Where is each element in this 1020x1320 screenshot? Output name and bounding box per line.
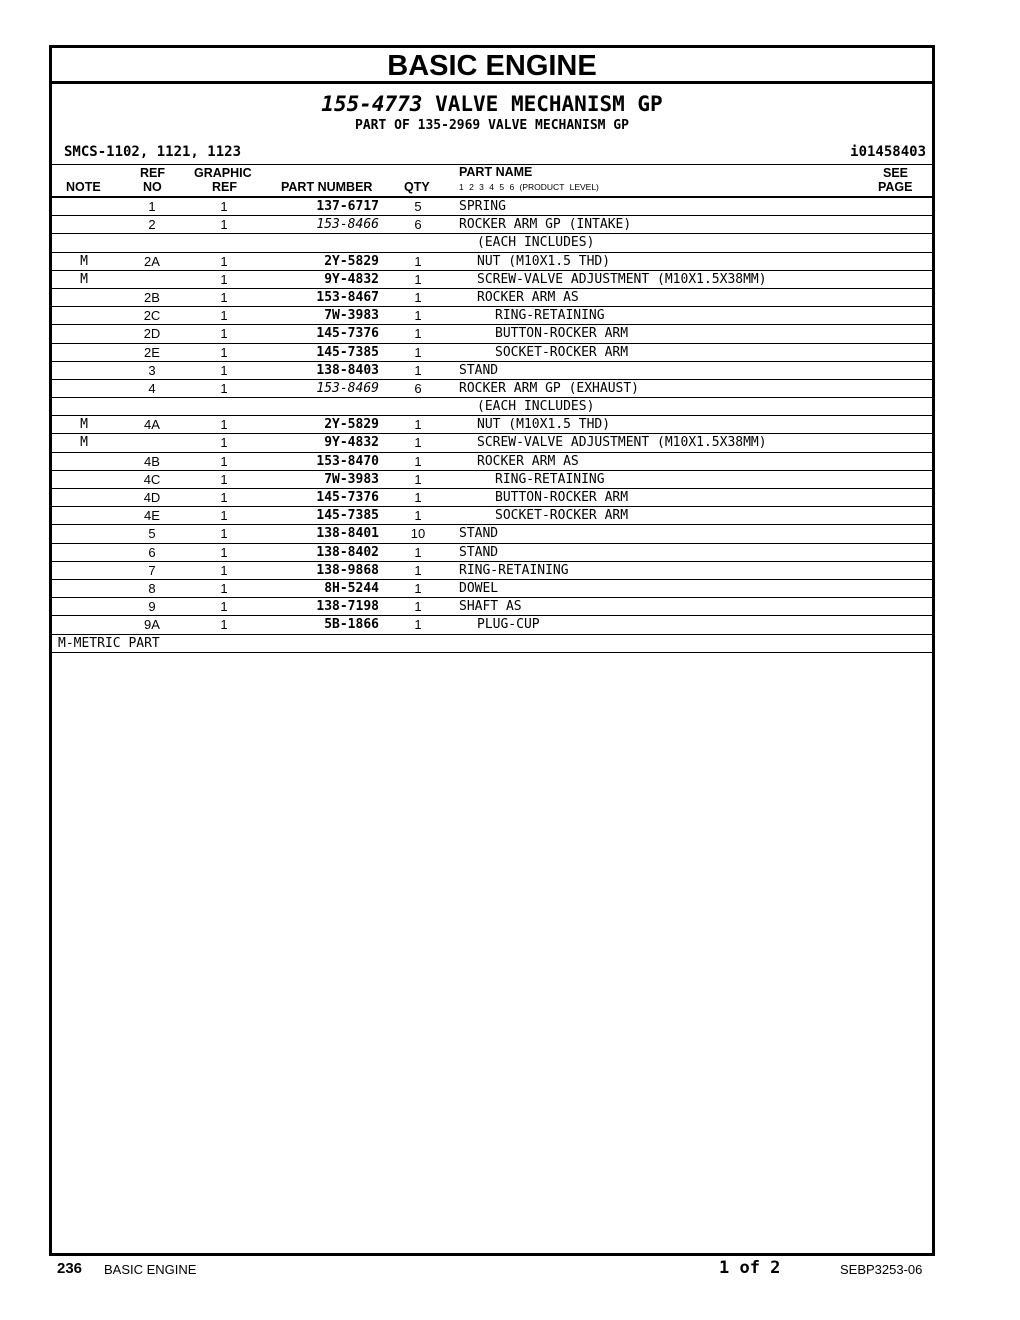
graphic-ref-cell: 1: [220, 289, 228, 305]
qty-cell: 1: [414, 453, 422, 469]
part-name-cell: SOCKET-ROCKER ARM: [495, 344, 629, 360]
part-number-cell: 2Y-5829: [324, 253, 379, 269]
table-row: [52, 344, 932, 362]
footer-section: BASIC ENGINE: [104, 1262, 197, 1277]
graphic-ref-cell: 1: [220, 253, 228, 269]
part-number-cell: 138-7198: [316, 599, 379, 615]
qty-cell: 1: [414, 471, 422, 487]
table-row: [52, 580, 932, 598]
qty-cell: 1: [414, 326, 422, 342]
table-row: [52, 271, 932, 289]
col-ref-2: NO: [143, 180, 162, 194]
table-row: [52, 380, 932, 398]
table-row: [52, 471, 932, 489]
metric-legend: M-METRIC PART: [58, 635, 160, 651]
part-number-cell: 138-8402: [316, 544, 379, 560]
table-row: [52, 562, 932, 580]
qty-cell: 5: [414, 199, 422, 214]
graphic-ref-cell: 1: [220, 453, 228, 469]
qty-cell: 1: [414, 289, 422, 305]
page-number: 236: [57, 1260, 83, 1277]
note-cell: M: [80, 253, 88, 269]
part-name-cell: (EACH INCLUDES): [477, 235, 595, 251]
part-name-cell: SCREW-VALVE ADJUSTMENT (M10X1.5X38MM): [477, 435, 767, 451]
qty-cell: 6: [414, 380, 422, 396]
part-name-cell: ROCKER ARM GP (EXHAUST): [459, 380, 640, 396]
smcs-row: [52, 144, 932, 164]
smcs-codes: SMCS-1102, 1121, 1123: [64, 144, 242, 160]
part-number-cell: 7W-3983: [324, 471, 379, 487]
qty-cell: 1: [414, 362, 422, 378]
col-qty: QTY: [404, 180, 430, 194]
qty-cell: 1: [414, 599, 422, 615]
col-see-2: PAGE: [878, 180, 913, 194]
ref-no-cell: 6: [148, 544, 156, 560]
part-number-cell: 153-8470: [316, 453, 379, 469]
part-name-cell: DOWEL: [459, 580, 499, 596]
ref-no-cell: 4: [148, 380, 156, 396]
table-row: [52, 453, 932, 471]
part-name-cell: SCREW-VALVE ADJUSTMENT (M10X1.5X38MM): [477, 271, 767, 287]
graphic-ref-cell: 1: [220, 544, 228, 560]
part-name-cell: SOCKET-ROCKER ARM: [495, 508, 629, 524]
graphic-ref-cell: 1: [220, 199, 228, 214]
table-row: [52, 598, 932, 616]
parts-table-body: [52, 198, 932, 635]
graphic-ref-cell: 1: [220, 617, 228, 633]
col-product-levels: 1 2 3 4 5 6 (PRODUCT LEVEL): [459, 182, 599, 192]
ref-no-cell: 2A: [144, 253, 160, 269]
part-name-cell: STAND: [459, 362, 499, 378]
part-name-cell: STAND: [459, 544, 499, 560]
part-number-cell: 9Y-4832: [324, 271, 379, 287]
col-gref-1: GRAPHIC: [194, 166, 252, 180]
col-ref-1: REF: [140, 166, 165, 180]
ref-no-cell: 4E: [144, 508, 160, 524]
part-name-cell: BUTTON-ROCKER ARM: [495, 326, 629, 342]
part-number-cell: 138-9868: [316, 562, 379, 578]
ref-no-cell: 5: [148, 526, 156, 542]
ref-no-cell: 2: [148, 217, 156, 233]
table-row: [52, 544, 932, 562]
part-number-cell: 138-8403: [316, 362, 379, 378]
qty-cell: 1: [414, 253, 422, 269]
part-number-cell: 137-6717: [316, 199, 379, 214]
part-name-cell: RING-RETAINING: [459, 562, 569, 578]
note-cell: M: [80, 417, 88, 433]
graphic-ref-cell: 1: [220, 580, 228, 596]
ref-no-cell: 4D: [143, 490, 161, 505]
ref-no-cell: 2B: [144, 289, 160, 305]
part-name-cell: (EACH INCLUDES): [477, 399, 595, 415]
ref-no-cell: 2C: [143, 308, 161, 324]
qty-cell: 1: [414, 508, 422, 524]
qty-cell: 1: [414, 344, 422, 360]
note-cell: M: [80, 271, 88, 287]
qty-cell: 1: [414, 417, 422, 433]
graphic-ref-cell: 1: [220, 271, 228, 287]
ref-no-cell: 4C: [143, 471, 161, 487]
page-of: 1 of 2: [719, 1258, 781, 1278]
table-row: [52, 525, 932, 543]
part-name-cell: RING-RETAINING: [495, 308, 605, 324]
ref-no-cell: 2D: [143, 326, 161, 342]
table-header: [52, 164, 932, 198]
qty-cell: 1: [414, 271, 422, 287]
part-name-cell: NUT (M10X1.5 THD): [477, 253, 611, 269]
part-number-cell: 153-8467: [316, 289, 379, 305]
part-number-cell: 145-7385: [316, 344, 379, 360]
page-frame: [49, 45, 935, 1256]
qty-cell: 1: [414, 435, 422, 451]
ref-no-cell: 3: [148, 362, 156, 378]
group-title: [52, 91, 932, 117]
note-cell: M: [80, 435, 88, 451]
table-row: [52, 362, 932, 380]
part-name-cell: ROCKER ARM AS: [477, 453, 579, 469]
graphic-ref-cell: 1: [220, 380, 228, 396]
part-number-cell: 5B-1866: [324, 617, 379, 633]
table-row: [52, 616, 932, 634]
table-row: [52, 234, 932, 252]
qty-cell: 1: [414, 562, 422, 578]
table-row: [52, 198, 932, 216]
part-name-cell: SHAFT AS: [459, 599, 522, 615]
part-name-cell: STAND: [459, 526, 499, 542]
graphic-ref-cell: 1: [220, 562, 228, 578]
illustration-id: i01458403: [850, 144, 926, 160]
col-part-number: PART NUMBER: [281, 180, 373, 194]
part-name-cell: NUT (M10X1.5 THD): [477, 417, 611, 433]
part-number-cell: 153-8469: [316, 380, 379, 396]
ref-no-cell: 7: [148, 562, 156, 578]
table-row: [52, 216, 932, 234]
col-see-1: SEE: [883, 166, 909, 180]
col-note: NOTE: [66, 180, 101, 194]
part-number-cell: 8H-5244: [324, 580, 379, 596]
part-number-cell: 145-7385: [316, 508, 379, 524]
part-number-cell: 138-8401: [316, 526, 379, 542]
ref-no-cell: 2E: [144, 344, 160, 360]
qty-cell: 10: [410, 526, 426, 542]
col-gref-2: REF: [212, 180, 237, 194]
part-name-cell: ROCKER ARM AS: [477, 289, 579, 305]
table-row: [52, 507, 932, 525]
page-footer: [0, 1258, 1020, 1288]
table-row: [52, 253, 932, 271]
table-row: [52, 416, 932, 434]
group-name: VALVE MECHANISM GP: [435, 92, 663, 116]
table-row: [52, 489, 932, 507]
qty-cell: 1: [414, 490, 422, 505]
ref-no-cell: 9: [148, 599, 156, 615]
table-row: [52, 434, 932, 452]
part-name-cell: PLUG-CUP: [477, 617, 540, 633]
graphic-ref-cell: 1: [220, 308, 228, 324]
part-number-cell: 145-7376: [316, 490, 379, 505]
ref-no-cell: 1: [148, 199, 156, 214]
part-name-cell: BUTTON-ROCKER ARM: [495, 490, 629, 505]
qty-cell: 1: [414, 544, 422, 560]
part-number-cell: 153-8466: [316, 217, 379, 233]
ref-no-cell: 4B: [144, 453, 160, 469]
graphic-ref-cell: 1: [220, 217, 228, 233]
col-part-name: PART NAME: [459, 165, 533, 179]
part-name-cell: RING-RETAINING: [495, 471, 605, 487]
qty-cell: 6: [414, 217, 422, 233]
section-title: BASIC ENGINE: [52, 48, 932, 84]
table-row: [52, 289, 932, 307]
part-name-cell: SPRING: [459, 199, 506, 214]
ref-no-cell: 4A: [144, 417, 160, 433]
group-number: 155-4773: [321, 92, 423, 116]
graphic-ref-cell: 1: [220, 435, 228, 451]
ref-no-cell: 8: [148, 580, 156, 596]
table-row: [52, 325, 932, 343]
qty-cell: 1: [414, 617, 422, 633]
ref-no-cell: 9A: [144, 617, 160, 633]
graphic-ref-cell: 1: [220, 344, 228, 360]
doc-id: SEBP3253-06: [840, 1262, 923, 1277]
graphic-ref-cell: 1: [220, 526, 228, 542]
part-number-cell: 145-7376: [316, 326, 379, 342]
legend-row: [52, 635, 932, 653]
part-number-cell: 7W-3983: [324, 308, 379, 324]
table-row: [52, 307, 932, 325]
table-row: [52, 398, 932, 416]
graphic-ref-cell: 1: [220, 508, 228, 524]
graphic-ref-cell: 1: [220, 471, 228, 487]
part-of-line: PART OF 135-2969 VALVE MECHANISM GP: [355, 118, 629, 133]
part-name-cell: ROCKER ARM GP (INTAKE): [459, 217, 632, 233]
part-number-cell: 2Y-5829: [324, 417, 379, 433]
graphic-ref-cell: 1: [220, 417, 228, 433]
graphic-ref-cell: 1: [220, 599, 228, 615]
part-number-cell: 9Y-4832: [324, 435, 379, 451]
graphic-ref-cell: 1: [220, 490, 228, 505]
graphic-ref-cell: 1: [220, 362, 228, 378]
qty-cell: 1: [414, 308, 422, 324]
qty-cell: 1: [414, 580, 422, 596]
graphic-ref-cell: 1: [220, 326, 228, 342]
